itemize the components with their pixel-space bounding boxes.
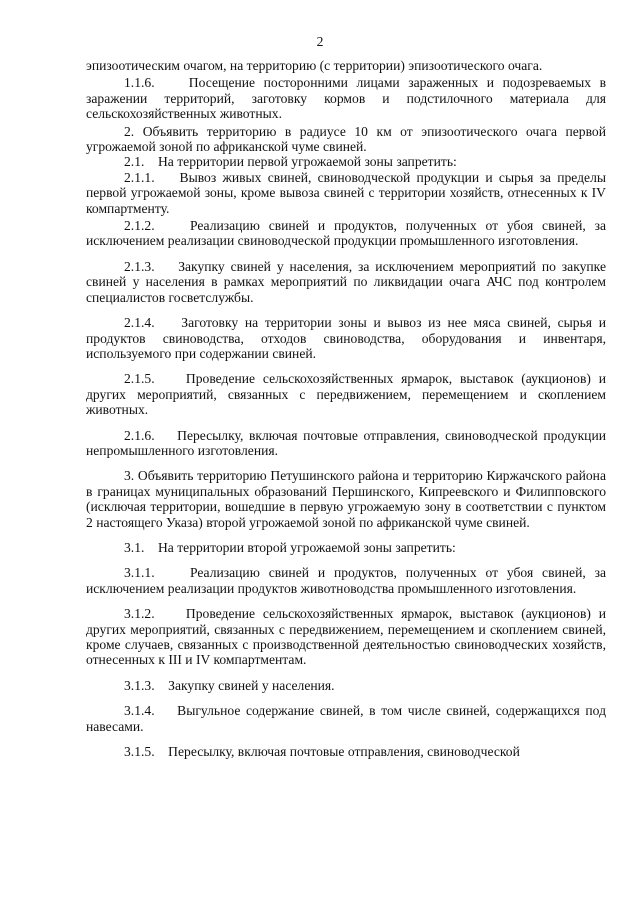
document-body	[86, 58, 606, 759]
paragraph-1-1-6: 1.1.6. Посещение посторонними лицами зараженных и подозреваемых в заражении территорий, заготовку кормов и подстилочного материала для сельскохозяйственных животных.	[86, 75, 606, 122]
paragraph-2-1-3: 2.1.3. Закупку свиней у населения, за исключением мероприятий по закупке свиней у населения в рамках мероприятий по ликвидации очага АЧС под контролем специалистов госветслужбы.	[86, 258, 606, 305]
paragraph-3-1-5: 3.1.5. Пересылку, включая почтовые отправления, свиноводческой	[124, 744, 520, 760]
paragraph-continuation: эпизоотическим очагом, на территорию (с территории) эпизоотического очага.	[86, 58, 543, 73]
paragraph-3-1: 3.1. На территории второй угрожаемой зоны запретить:	[124, 539, 456, 555]
paragraph-2: 2. Объявить территорию в радиусе 10 км от эпизоотического очага первой угрожаемой зоной по африканской чуме свиней.	[86, 123, 606, 155]
paragraph-2-1-4: 2.1.4. Заготовку на территории зоны и вывоз из нее мяса свиней, сырья и продуктов свиноводства, отходов свиноводства, оборудования и инвентаря, используемого при содержании свиней.	[86, 315, 606, 361]
paragraph-3-1-1: 3.1.1. Реализацию свиней и продуктов, полученных от убоя свиней, за исключением реализации продуктов животноводства промышленного изготовления.	[86, 565, 606, 596]
paragraph-2-1-1: 2.1.1. Вывоз живых свиней, свиноводческой продукции и сырья за пределы первой угрожаемой зоны, кроме вывоза свиней с территории хозяйств, отнесенных к IV компартменту.	[86, 169, 606, 216]
paragraph-3-1-2: 3.1.2. Проведение сельскохозяйственных ярмарок, выставок (аукционов) и других мероприятий, связанных с передвижением, перемещением и скоплением свиней, кроме случаев, связанных с производственной деятельностью свиноводческих хозяйств, отнесенных к III и IV компартментам.	[86, 606, 606, 668]
paragraph-3-1-4: 3.1.4. Выгульное содержание свиней, в том числе свиней, содержащихся под навесами.	[86, 703, 606, 734]
paragraph-2-1-5: 2.1.5. Проведение сельскохозяйственных ярмарок, выставок (аукционов) и других мероприятий, связанных с передвижением, перемещением и скоплением животных.	[86, 371, 606, 418]
paragraph-2-1: 2.1. На территории первой угрожаемой зоны запретить:	[124, 154, 457, 170]
page-number: 2	[316, 34, 324, 49]
paragraph-3: 3. Объявить территорию Петушинского района и территорию Киржачского района в границах муниципальных образований Першинского, Кипреевского и Филипповского (исключая территории, вошедшие в первую угрожаемую зону в соответствии с пунктом 2 настоящего Указа) второй угрожаемой зоной по африканской чуме свиней.	[86, 468, 606, 530]
paragraph-2-1-6: 2.1.6. Пересылку, включая почтовые отправления, свиноводческой продукции непромышленного изготовления.	[86, 427, 606, 458]
paragraph-3-1-3: 3.1.3. Закупку свиней у населения.	[124, 677, 335, 693]
paragraph-2-1-2: 2.1.2. Реализацию свиней и продуктов, полученных от убоя свиней, за исключением реализации свиноводческой продукции промышленного изготовления.	[86, 218, 606, 249]
